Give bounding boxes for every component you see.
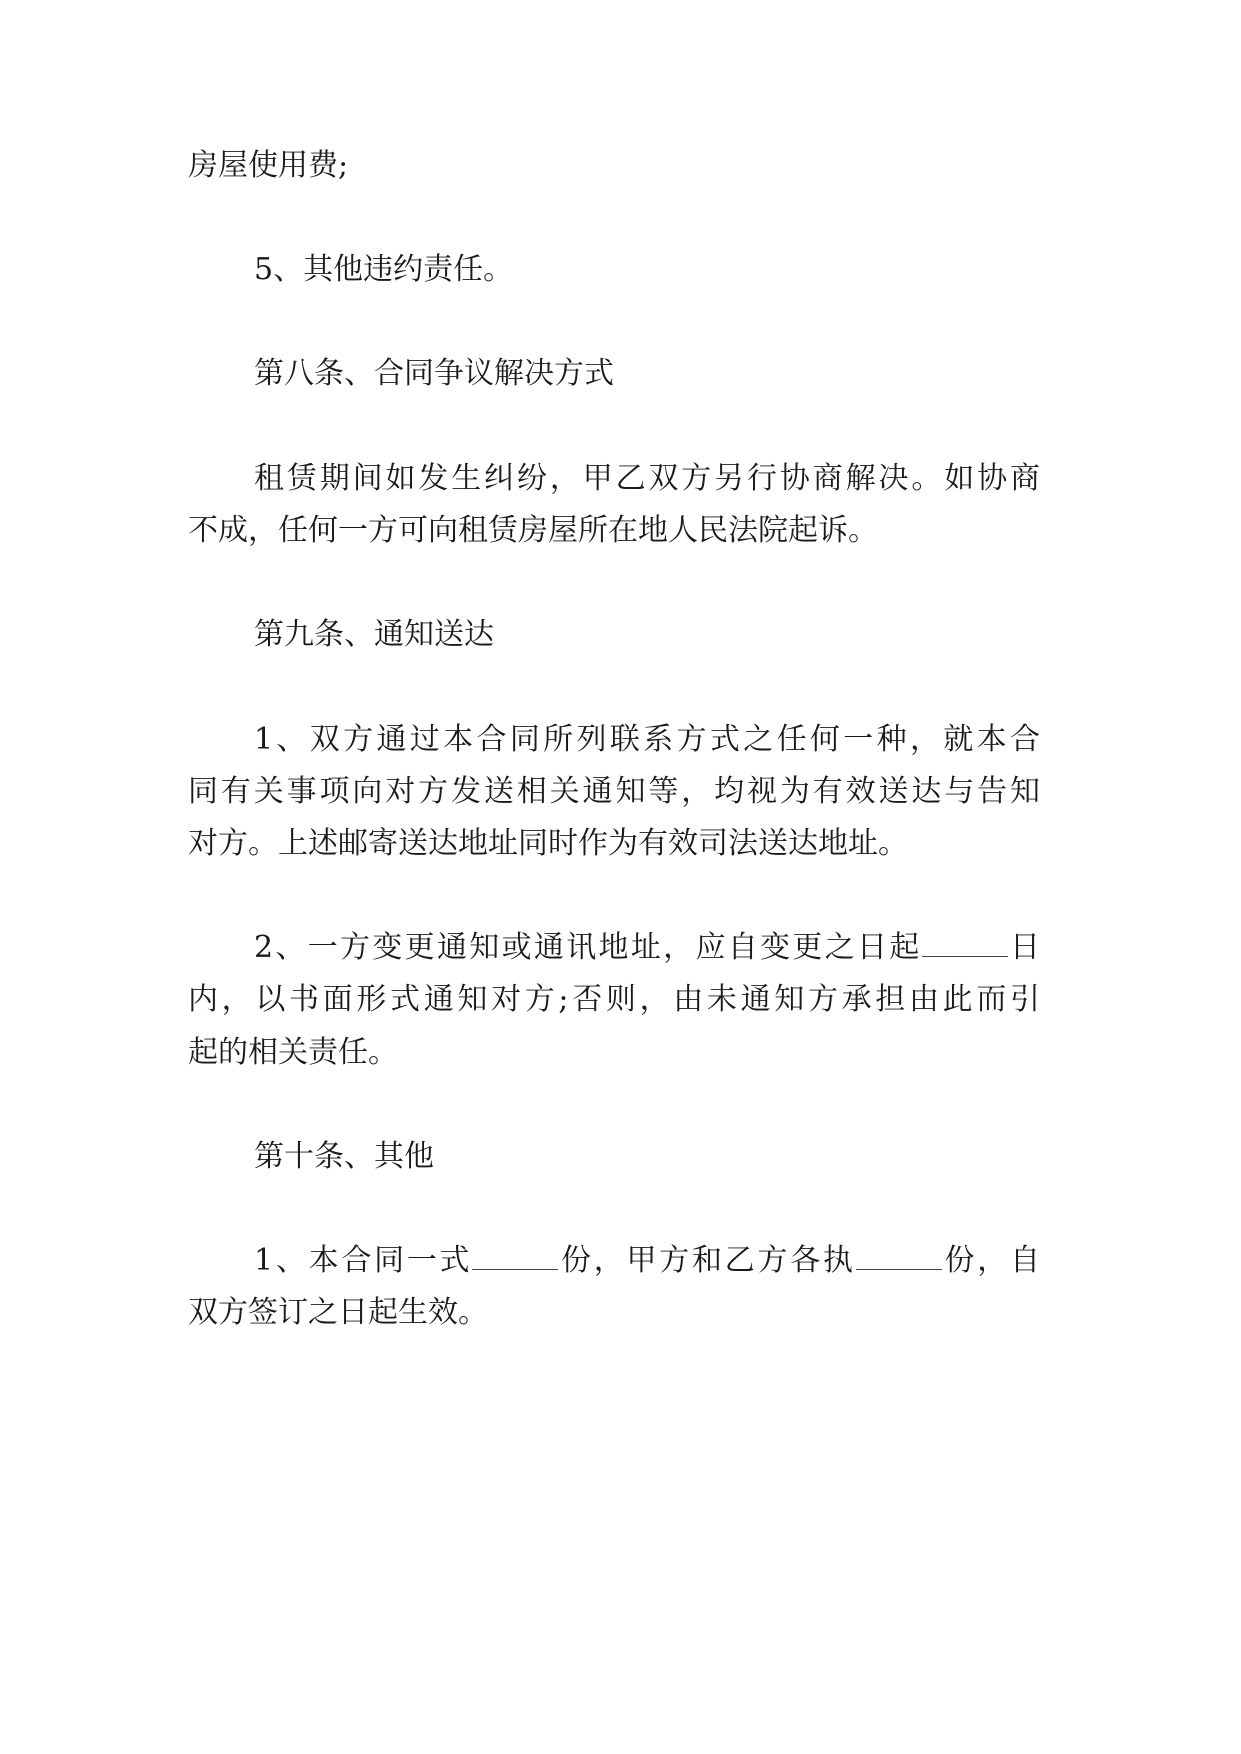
paragraph-address-change-line-2: 内，以书面形式通知对方;否则，由未通知方承担由此而引	[188, 982, 1040, 1017]
paragraph-notice-line-3: 对方。上述邮寄送达地址同时作为有效司法送达地址。	[188, 826, 908, 861]
heading-article-9: 第九条、通知送达	[254, 617, 494, 652]
address-change-text-a: 2、一方变更通知或通讯地址，应自变更之日起	[254, 930, 922, 965]
copies-each-blank	[856, 1243, 942, 1270]
paragraph-address-change-line-3: 起的相关责任。	[188, 1035, 398, 1070]
paragraph-dispute-line-2: 不成，任何一方可向租赁房屋所在地人民法院起诉。	[188, 513, 878, 548]
paragraph-copies-line-1	[254, 1241, 1040, 1281]
copies-text-b: 份，甲方和乙方各执	[558, 1243, 856, 1278]
address-change-text-b: 日	[1007, 930, 1041, 965]
paragraph-dispute-line-1: 租赁期间如发生纠纷，甲乙双方另行协商解决。如协商	[254, 461, 1040, 496]
paragraph-notice-line-2: 同有关事项向对方发送相关通知等，均视为有效送达与告知	[188, 774, 1040, 809]
paragraph-notice-line-1: 1、双方通过本合同所列联系方式之任何一种，就本合	[254, 722, 1040, 757]
copies-text-a: 1、本合同一式	[254, 1243, 473, 1278]
paragraph-fee-tail: 房屋使用费;	[188, 148, 349, 183]
days-blank	[922, 930, 1008, 957]
heading-article-10: 第十条、其他	[254, 1139, 434, 1174]
copies-total-blank	[472, 1243, 558, 1270]
paragraph-address-change-line-1	[254, 928, 1040, 968]
paragraph-other-liability: 5、其他违约责任。	[254, 252, 514, 287]
paragraph-copies-line-2: 双方签订之日起生效。	[188, 1295, 488, 1330]
heading-article-8: 第八条、合同争议解决方式	[254, 356, 614, 391]
copies-text-c: 份，自	[941, 1243, 1041, 1278]
